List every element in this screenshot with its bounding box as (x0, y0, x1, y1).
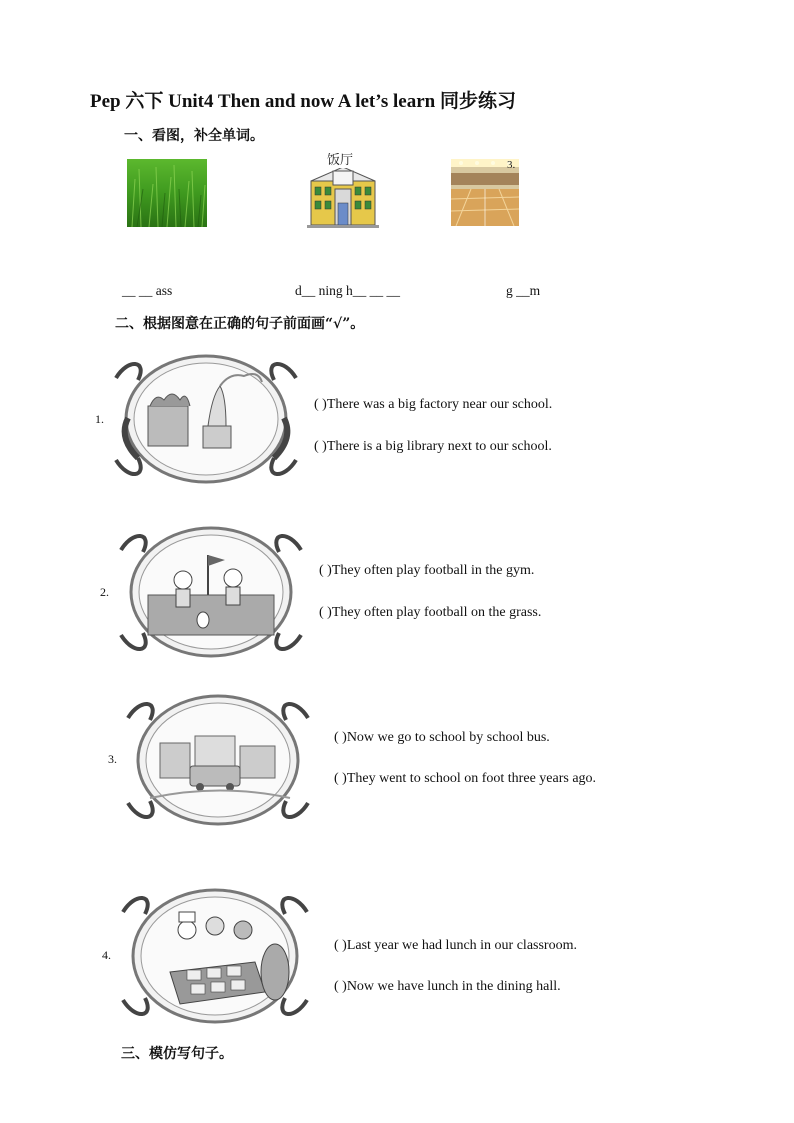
sentence-option: ( )Now we have lunch in the dining hall. (334, 979, 561, 994)
word-blank-gym: g __m (506, 283, 541, 298)
dining-hall-sign: 饭厅 (327, 153, 354, 168)
gym-label: 3. (507, 159, 516, 171)
word-blank-grass: __ __ ass (122, 283, 173, 298)
grass-image (127, 159, 207, 227)
item-number: 4. (102, 948, 111, 962)
sentence-option: ( )Last year we had lunch in our classroom. (334, 938, 577, 953)
section2-heading: 二、根据图意在正确的句子前面画“√”。 (115, 316, 365, 332)
school-bus-picture (120, 688, 316, 833)
dining-hall-image (305, 153, 381, 229)
item-number: 2. (100, 585, 109, 599)
item-number: 3. (108, 752, 117, 766)
section3-heading: 三、模仿写句子。 (121, 1046, 233, 1062)
sentence-option: ( )There was a big factory near our school. (314, 397, 553, 412)
dining-hall-lunch-picture (115, 882, 315, 1030)
sentence-option: ( )Now we go to school by school bus. (334, 730, 550, 745)
page-title: Pep 六下 Unit4 Then and now A let’s learn 同步练习 (90, 91, 516, 112)
sentence-option: ( )They went to school on foot three years ago. (334, 771, 597, 786)
sentence-option: ( )They often play football in the gym. (319, 563, 535, 578)
section1-heading: 一、看图，补全单词。 (124, 128, 264, 144)
item-number: 1. (95, 412, 104, 426)
gym-image (451, 159, 519, 226)
word-blank-dining-hall: d__ ning h__ __ __ (295, 283, 401, 298)
sentence-option: ( )There is a big library next to our school. (314, 439, 552, 454)
factory-picture (108, 348, 304, 490)
sentence-option: ( )They often play football on the grass. (319, 605, 542, 620)
football-picture (113, 520, 309, 665)
